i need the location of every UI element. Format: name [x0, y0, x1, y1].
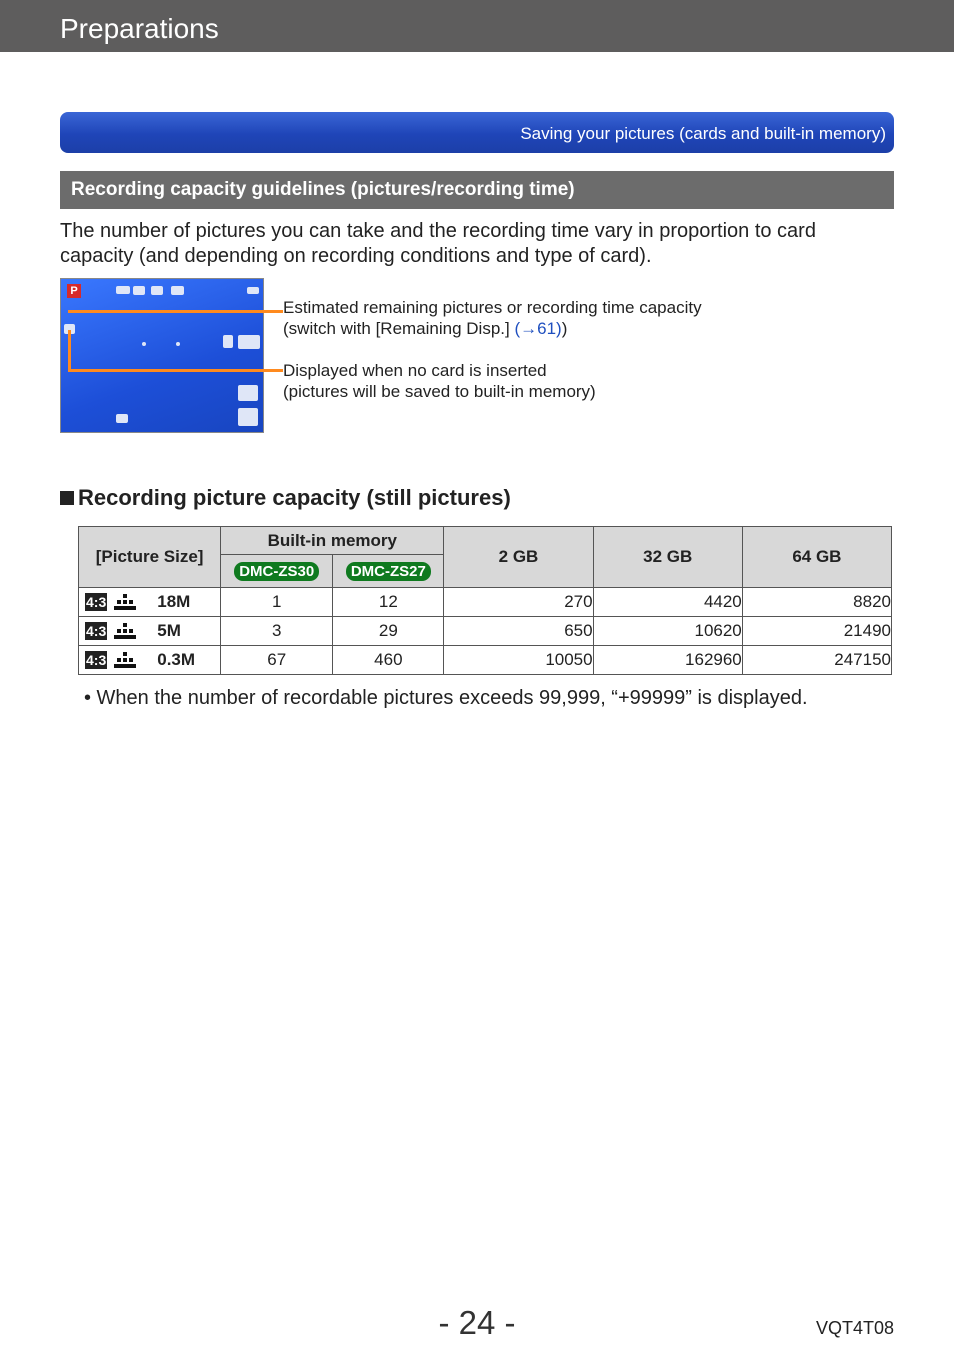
section-header — [60, 171, 894, 209]
callout-1-suffix: ) — [561, 319, 568, 338]
header-picture-size: [Picture Size] — [79, 527, 221, 588]
battery-icon — [247, 287, 259, 294]
gb64-value: 8820 — [742, 588, 891, 617]
document-code: VQT4T08 — [815, 1318, 894, 1338]
aspect-ratio-icon: 4:3 — [86, 652, 107, 669]
gb2-value: 10050 — [444, 646, 593, 675]
quality-icon — [113, 593, 137, 611]
quality-icon — [113, 622, 137, 640]
callout-no-card — [283, 360, 596, 402]
model-badge-zs30: DMC-ZS30 — [234, 562, 319, 581]
picture-size-value: 5M — [157, 621, 181, 641]
gb32-value: 162960 — [593, 646, 742, 675]
aspect-ratio-icon: 4:3 — [86, 594, 107, 611]
stabilizer-icon — [171, 286, 184, 295]
header-model-zs27 — [333, 555, 444, 588]
zs30-value: 67 — [221, 646, 333, 675]
picture-size-value: 0.3M — [157, 650, 196, 670]
gb32-value: 10620 — [593, 617, 742, 646]
model-badge-zs27: DMC-ZS27 — [346, 562, 431, 581]
aspect-ratio-icon: 4:3 — [86, 623, 107, 640]
table-row — [79, 588, 892, 617]
header-bar — [0, 0, 954, 52]
callout-2-line-2: (pictures will be saved to built-in memory) — [283, 382, 596, 401]
capacity-heading — [60, 485, 511, 511]
mode-p-icon: P — [67, 284, 81, 298]
zoom-icon — [238, 408, 258, 426]
scene-icon — [238, 385, 258, 401]
gb64-value: 247150 — [742, 646, 891, 675]
af-area-right-bracket — [176, 342, 180, 346]
zs27-value: 29 — [333, 617, 444, 646]
picture-size-value: 18M — [157, 592, 191, 612]
gb2-value: 650 — [444, 617, 593, 646]
page-61-link[interactable]: (→61) — [514, 319, 562, 338]
zs27-value: 460 — [333, 646, 444, 675]
focus-icon — [238, 335, 260, 349]
zs30-value: 3 — [221, 617, 333, 646]
callout-1-line-1: Estimated remaining pictures or recording time capacity — [283, 298, 702, 317]
header-model-zs30 — [221, 555, 333, 588]
page-title: Preparations — [60, 13, 219, 44]
capacity-table — [78, 526, 892, 675]
gb64-value: 21490 — [742, 617, 891, 646]
af-area-left-bracket — [142, 342, 146, 346]
intro-paragraph: The number of pictures you can take and the recording time vary in proportion to card capacity (and depending on recording conditions and type of card). — [60, 220, 816, 267]
quality-icon — [113, 651, 137, 669]
callout-2-line-1: Displayed when no card is inserted — [283, 361, 547, 380]
picture-size-icon — [133, 286, 145, 295]
capacity-heading-text: Recording picture capacity (still pictures) — [78, 485, 511, 510]
flash-icon — [151, 286, 163, 295]
picture-size-cell — [79, 646, 221, 675]
section-title: Recording capacity guidelines (pictures/recording time) — [71, 179, 575, 200]
display-icon — [116, 414, 128, 423]
camera-screen-illustration — [60, 278, 264, 433]
gb32-value: 4420 — [593, 588, 742, 617]
header-32gb: 32 GB — [593, 527, 742, 588]
callout-1-prefix: (switch with [Remaining Disp.] — [283, 319, 515, 338]
capacity-note: • When the number of recordable pictures exceeds 99,999, “+99999” is displayed. — [84, 687, 808, 709]
table-row — [79, 646, 892, 675]
callout-remaining-capacity — [283, 297, 702, 339]
picture-size-cell — [79, 588, 221, 617]
gb2-value: 270 — [444, 588, 593, 617]
table-row — [79, 617, 892, 646]
callout-1-line-2 — [283, 318, 702, 339]
picture-size-cell — [79, 617, 221, 646]
callout-line-2-vertical — [68, 330, 71, 372]
header-2gb: 2 GB — [444, 527, 593, 588]
zs27-value: 12 — [333, 588, 444, 617]
heading-square-icon — [60, 491, 74, 505]
header-64gb: 64 GB — [742, 527, 891, 588]
quality-icon — [116, 286, 130, 294]
chapter-band-label: Saving your pictures (cards and built-in memory) — [520, 124, 886, 143]
zs30-value: 1 — [221, 588, 333, 617]
callout-line-1-horizontal — [68, 310, 283, 313]
chapter-band — [60, 112, 894, 153]
page-number: - 24 - — [438, 1304, 516, 1341]
callout-line-2-horizontal — [68, 369, 283, 372]
header-builtin-memory: Built-in memory — [221, 527, 444, 555]
intelligent-auto-icon — [223, 335, 233, 348]
